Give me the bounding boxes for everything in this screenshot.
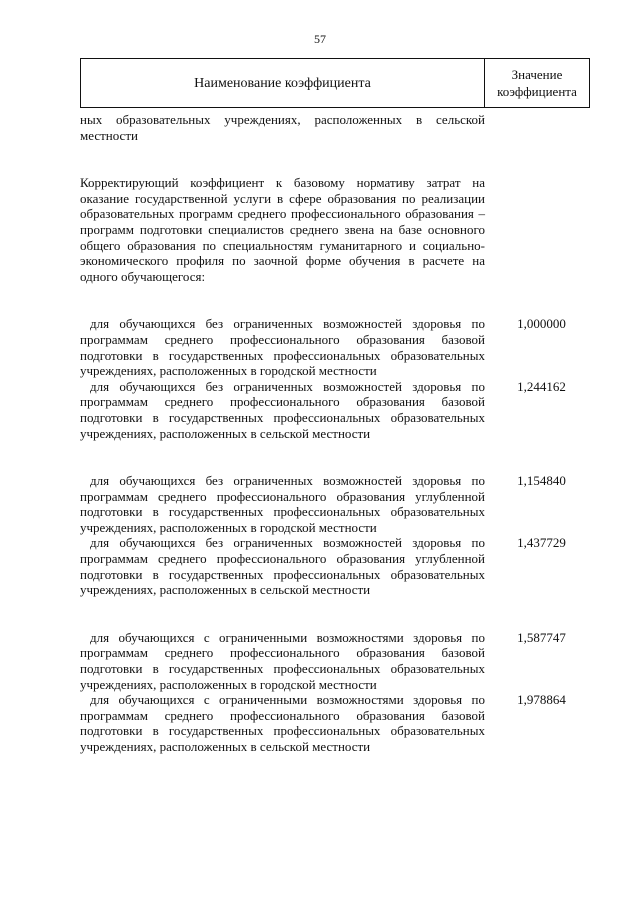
row-value: 1,244162: [517, 378, 566, 394]
table-header: [80, 58, 590, 108]
table-row: [80, 316, 590, 378]
row-name: для обучающихся без ограниченных возможностей здоровья по программам среднего профессионального образования базовой подготовки в государственных профессиональных образовательных учреждениях, расположенных в сельской местности: [80, 378, 485, 441]
table-row: [80, 379, 590, 441]
column-header-name: Наименование коэффициента: [81, 59, 485, 107]
row-value: 1,154840: [517, 473, 566, 489]
intro-row: [80, 175, 590, 284]
row-name: для обучающихся с ограниченными возможностями здоровья по программам среднего профессионального образования базовой подготовки в государственных профессиональных образовательных учреждениях, расположенных в сельской местности: [80, 692, 485, 754]
row-value: 1,978864: [517, 692, 566, 708]
continuation-text: ных образовательных учреждениях, расположенных в сельской местности: [80, 112, 485, 143]
table-row: [80, 692, 590, 754]
continuation-row: [80, 112, 590, 143]
coefficient-description: Корректирующий коэффициент к базовому нормативу затрат на оказание государственной услуги в сфере образования по реализации образовательных программ среднего профессионального образования – программ подготовки специалистов среднего звена на базе основного общего образования по специальностям гуманитарного и социально-экономического профиля по заочной форме обучения в расчете на одного обучающегося:: [80, 175, 485, 284]
table-row: [80, 535, 590, 597]
table-row: [80, 473, 590, 535]
row-name: для обучающихся без ограниченных возможностей здоровья по программам среднего профессионального образования базовой подготовки в государственных профессиональных образовательных учреждениях, расположенных в городской местности: [80, 316, 485, 379]
row-name: для обучающихся с ограниченными возможностями здоровья по программам среднего профессионального образования базовой подготовки в государственных профессиональных образовательных учреждениях, расположенных в городской местности: [80, 629, 485, 692]
table-body: [80, 112, 590, 755]
row-value: 1,437729: [517, 535, 566, 551]
row-name: для обучающихся без ограниченных возможностей здоровья по программам среднего профессионального образования углубленной подготовки в государственных профессиональных образовательных учреждениях, расположенных в сельской местности: [80, 535, 485, 598]
row-value: 1,000000: [517, 316, 566, 332]
row-value: 1,587747: [517, 629, 566, 645]
column-header-value: Значение коэффициента: [497, 67, 577, 99]
table-row: [80, 630, 590, 692]
page-number: 57: [314, 32, 326, 46]
row-name: для обучающихся без ограниченных возможностей здоровья по программам среднего профессионального образования углубленной подготовки в государственных профессиональных образовательных учреждениях, расположенных в городской местности: [80, 473, 485, 535]
